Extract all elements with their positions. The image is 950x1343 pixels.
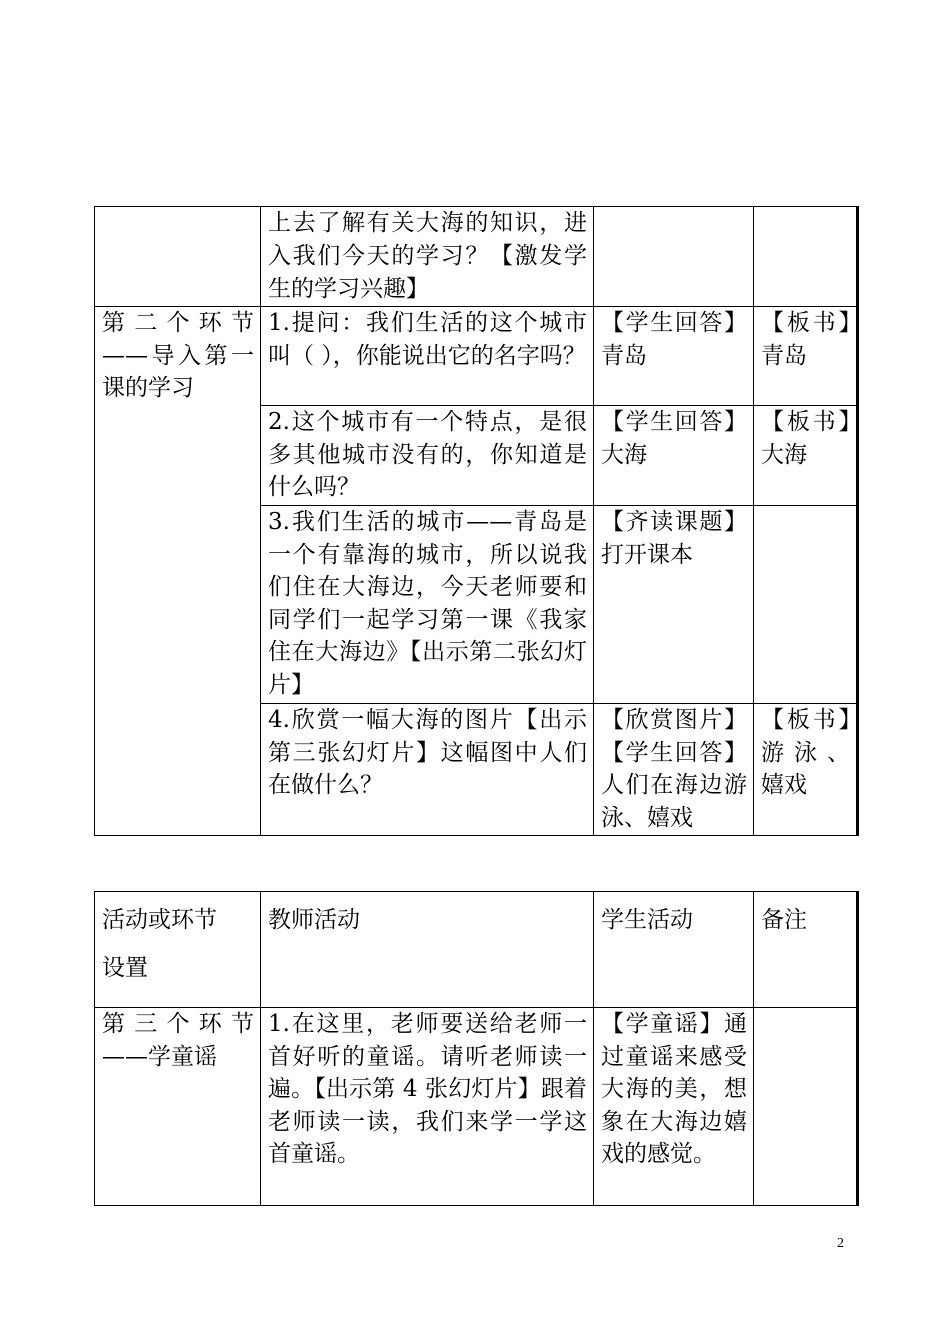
header-activity xyxy=(95,892,261,1008)
cell-note xyxy=(754,506,858,704)
header-activity-line2: 设置 xyxy=(102,955,148,981)
cell-teacher: 上去了解有关大海的知识，进入我们今天的学习？【激发学生的学习兴趣】 xyxy=(261,207,594,307)
cell-note: 【板书】大海 xyxy=(754,406,858,506)
header-activity-line1: 活动或环节 xyxy=(102,907,217,933)
section2-label: 第二个环节——导入第一课的学习 xyxy=(95,307,261,836)
header-teacher: 教师活动 xyxy=(261,892,594,1008)
table-header-row xyxy=(95,892,858,1008)
lesson-table-continued xyxy=(94,206,859,836)
cell-note xyxy=(754,1008,858,1206)
cell-note: 【板书】游泳、嬉戏 xyxy=(754,704,858,836)
table-row xyxy=(95,1008,858,1206)
cell-teacher: 4.欣赏一幅大海的图片【出示第三张幻灯片】这幅图中人们在做什么？ xyxy=(261,704,594,836)
cell-teacher: 3.我们生活的城市——青岛是一个有靠海的城市，所以说我们住在大海边，今天老师要和同学们一起学习第一课《我家住在大海边》【出示第二张幻灯片】 xyxy=(261,506,594,704)
header-note: 备注 xyxy=(754,892,858,1008)
cell-student: 【学童谣】通过童谣来感受大海的美，想象在大海边嬉戏的感觉。 xyxy=(594,1008,754,1206)
cell-teacher: 1.提问：我们生活的这个城市叫（ ），你能说出它的名字吗？ xyxy=(261,307,594,406)
cell-student: 【欣赏图片】【学生回答】人们在海边游泳、嬉戏 xyxy=(594,704,754,836)
table-row xyxy=(95,207,858,307)
cell-note xyxy=(754,207,858,307)
cell-student: 【学生回答】大海 xyxy=(594,406,754,506)
cell-student: 【学生回答】青岛 xyxy=(594,307,754,406)
page-number: 2 xyxy=(837,1236,844,1251)
cell-student xyxy=(594,207,754,307)
cell-teacher: 1.在这里，老师要送给老师一首好听的童谣。请听老师读一遍。【出示第 4 张幻灯片】跟着老师读一读，我们来学一学这首童谣。 xyxy=(261,1008,594,1206)
table-row xyxy=(95,307,858,406)
lesson-table xyxy=(94,891,859,1206)
header-student: 学生活动 xyxy=(594,892,754,1008)
cell-section xyxy=(95,207,261,307)
section3-label: 第三个环节——学童谣 xyxy=(95,1008,261,1206)
cell-student: 【齐读课题】打开课本 xyxy=(594,506,754,704)
cell-note: 【板书】青岛 xyxy=(754,307,858,406)
cell-teacher: 2.这个城市有一个特点，是很多其他城市没有的，你知道是什么吗？ xyxy=(261,406,594,506)
